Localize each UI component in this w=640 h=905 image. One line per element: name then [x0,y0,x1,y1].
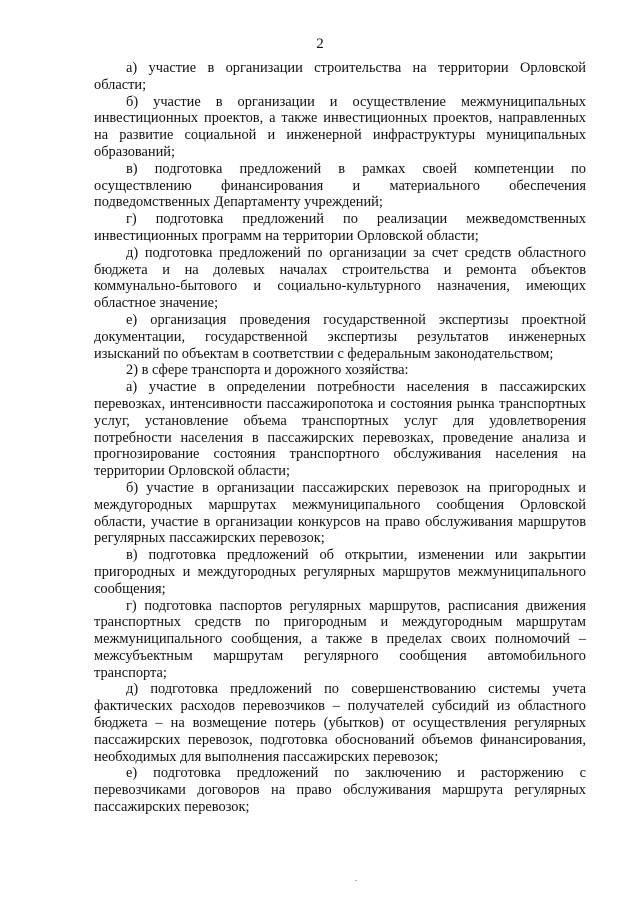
paragraph-2g-passports: г) подготовка паспортов регулярных маршрутов, расписания движения транспортных средств по пригородным и междугородным маршрутам межмуниципального сообщения, а также в пределах своих полномочий – межсубъектным маршрутам регулярного сообщения автомобильного транспорта; [94,597,586,681]
paragraph-2e-contracts: е) подготовка предложений по заключению и расторжению с перевозчиками договоров на право обслуживания маршрута регулярных пассажирских перевозок; [94,765,586,816]
page-number: 2 [316,36,324,52]
document-body [94,60,586,816]
paragraph-1b-investment-projects: б) участие в организации и осуществление межмуниципальных инвестиционных проектов, а также инвестиционных проектов, направленных на развитие социальной и инженерной инфраструктуры муниципальных образований; [94,93,586,160]
section-heading-transport: 2) в сфере транспорта и дорожного хозяйства: [126,362,409,379]
paragraph-1a-construction: а) участие в организации строительства на территории Орловской области; [94,60,586,93]
paragraph-2a-demand: а) участие в определении потребности населения в пассажирских перевозках, интенсивности пассажиропотока и состояния рынка транспортных услуг, установление объема транспортных услуг для удовлетворения потребности населения в пассажирских перевозках, проведение анализа и прогнозирование состояния транспортного обслуживания населения на территории Орловской области; [94,379,586,480]
paragraph-2d-accounting: д) подготовка предложений по совершенствованию системы учета фактических расходов перевозчиков – получателей субсидий из областного бюджета – на возмещение потерь (убытков) от осуществления регулярных пассажирских перевозок, подготовка обоснований объемов финансирования, необходимых для выполнения пассажирских перевозок; [94,681,586,765]
paragraph-1e-expertise: е) организация проведения государственной экспертизы проектной документации, государственной экспертизы результатов инженерных изысканий по объектам в соответствии с федеральным законодательством; [94,311,586,362]
paragraph-1d-repair: д) подготовка предложений по организации за счет средств областного бюджета и на долевых началах строительства и ремонта объектов коммунально-бытового и социально-культурного назначения, имеющих областное значение; [94,244,586,312]
paragraph-1v-financing: в) подготовка предложений в рамках своей компетенции по осуществлению финансирования и материального обеспечения подведомственных Департаменту учреждений; [94,160,586,211]
paragraph-1g-programs: г) подготовка предложений по реализации межведомственных инвестиционных программ на территории Орловской области; [94,211,586,244]
paragraph-2b-organization: б) участие в организации пассажирских перевозок на пригородных и междугородных маршрутах межмуниципального сообщения Орловской области, участие в организации конкурсов на право обслуживания маршрутов регулярных пассажирских перевозок; [94,479,586,547]
paragraph-2v-routes: в) подготовка предложений об открытии, изменении или закрытии пригородных и междугородных регулярных маршрутов межмуниципального сообщения; [94,547,586,597]
scan-artifact [355,880,357,881]
